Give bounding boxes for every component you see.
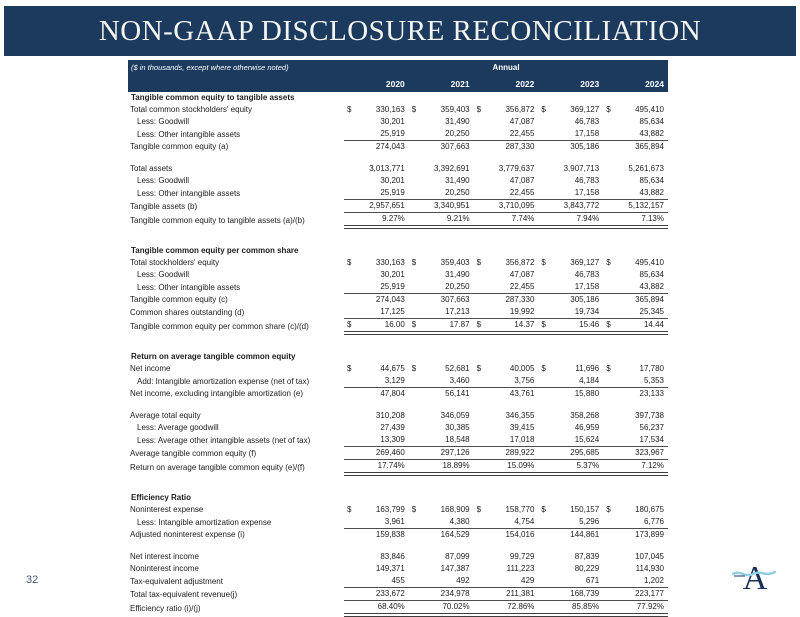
dollar-sign: $ — [411, 320, 417, 329]
section-header: Return on average tangible common equity — [131, 352, 296, 361]
cell-value: 3,129 — [344, 375, 409, 388]
spacer-row — [128, 541, 668, 551]
table-row — [128, 306, 668, 319]
year-column-header: 2022 — [474, 76, 539, 92]
cell-value: 25,345 — [603, 306, 668, 319]
cell-value: 43,882 — [603, 281, 668, 294]
cell-value: 5,261,673 — [628, 164, 664, 173]
cell-value: 6,776 — [603, 516, 668, 529]
cell-value: 56,141 — [445, 389, 470, 398]
cell-value: 39,415 — [509, 423, 535, 432]
cell-value: 87,099 — [445, 552, 470, 561]
cell-value: 7.13% — [603, 213, 668, 228]
cell-value: 43,882 — [603, 187, 668, 200]
cell-value: 17,534 — [603, 434, 668, 447]
row-label: Less: Goodwill — [137, 270, 190, 279]
row-label: Less: Average other intangible assets (net of tax) — [137, 435, 311, 445]
table-row — [128, 388, 668, 401]
row-label: Total stockholders' equity — [130, 258, 220, 267]
row-label: Tangible common equity (a) — [130, 142, 229, 151]
row-label: Adjusted noninterest expense (i) — [130, 530, 245, 539]
dollar-sign: $ — [476, 320, 482, 329]
table-row — [128, 601, 668, 616]
cell-value: 1,202 — [603, 575, 668, 588]
dollar-sign: $ — [347, 320, 352, 329]
cell-value: 47,087 — [509, 270, 535, 279]
cell-value: 455 — [344, 575, 409, 588]
cell-value: 47,087 — [509, 117, 535, 126]
spacer-row — [128, 474, 668, 492]
cell-value: 47,804 — [380, 389, 405, 398]
cell-value: $ 40,005 — [476, 364, 535, 373]
table-row — [128, 575, 668, 588]
table-row — [128, 257, 668, 269]
table-row — [128, 516, 668, 529]
cell-value: 70.02% — [409, 601, 474, 616]
cell-value: $ 14.44 — [603, 319, 668, 334]
cell-value: 7.94% — [538, 213, 603, 228]
row-label: Add: Intangible amortization expense (net of tax) — [137, 376, 310, 386]
cell-value: 671 — [538, 575, 603, 588]
cell-value: 99,729 — [509, 552, 535, 561]
table-row — [128, 175, 668, 187]
page-number: 32 — [26, 574, 39, 586]
section-header-row — [128, 245, 668, 257]
cell-value: 47,087 — [509, 176, 535, 185]
row-label: Less: Other intangible assets — [137, 188, 241, 198]
cell-value: 305,186 — [570, 295, 600, 304]
cell-value: 9.27% — [344, 213, 409, 228]
cell-value: 25,919 — [344, 281, 409, 294]
cell-value: $ 359,403 — [411, 105, 470, 114]
spacer-row — [128, 227, 668, 245]
cell-value: 43,882 — [603, 128, 668, 141]
table-row — [128, 563, 668, 575]
cell-value: $ 15.46 — [538, 319, 603, 334]
row-label: Tangible common equity to tangible assets (a)/(b) — [130, 216, 305, 225]
cell-value: 5,353 — [603, 375, 668, 388]
cell-value: 397,738 — [635, 411, 664, 420]
dollar-sign: $ — [347, 258, 352, 267]
cell-value: 7.12% — [603, 460, 668, 475]
cell-value: 15,880 — [574, 389, 600, 398]
logo-letter: A — [742, 560, 768, 595]
cell-value: 31,490 — [445, 176, 470, 185]
dollar-sign: $ — [347, 105, 352, 114]
table-row — [128, 213, 668, 228]
table-row — [128, 141, 668, 154]
cell-value: 56,237 — [639, 423, 664, 432]
cell-value: 31,490 — [445, 270, 470, 279]
cell-value: 164,529 — [440, 530, 470, 539]
cell-value: 20,250 — [409, 128, 474, 141]
cell-value: 305,186 — [570, 142, 600, 151]
table-row — [128, 294, 668, 307]
cell-value: $ 16.00 — [344, 319, 409, 334]
row-label: Net income, excluding intangible amortization (e) — [130, 389, 303, 398]
cell-value: 30,385 — [445, 423, 470, 432]
spacer — [128, 541, 668, 551]
dollar-sign: $ — [476, 364, 482, 373]
slide-title-banner — [4, 6, 796, 56]
cell-value: 20,250 — [409, 187, 474, 200]
cell-value: 25,919 — [344, 128, 409, 141]
cell-value: 287,330 — [505, 295, 535, 304]
cell-value: 346,355 — [505, 411, 535, 420]
cell-value: 17,158 — [538, 128, 603, 141]
dollar-sign: $ — [411, 258, 417, 267]
row-label: Less: Goodwill — [137, 176, 190, 185]
cell-value: 2,957,651 — [344, 200, 409, 213]
cell-value: 46,959 — [574, 423, 600, 432]
cell-value: 22,455 — [474, 187, 539, 200]
cell-value: $ 356,872 — [476, 105, 535, 114]
cell-value: 5.37% — [538, 460, 603, 475]
row-label: Less: Other intangible assets — [137, 282, 241, 292]
annual-period-label: Annual — [474, 60, 539, 76]
dollar-sign: $ — [606, 364, 611, 373]
table-row — [128, 163, 668, 175]
year-header-row — [128, 76, 668, 92]
cell-value: $ 14.37 — [474, 319, 539, 334]
row-label: Total assets — [130, 164, 173, 173]
cell-value: 307,663 — [440, 142, 470, 151]
dollar-sign: $ — [476, 505, 482, 514]
spacer-row — [128, 153, 668, 163]
cell-value: $ 163,799 — [347, 505, 405, 514]
cell-value: 46,783 — [574, 117, 600, 126]
cell-value: 5,132,157 — [603, 200, 668, 213]
cell-value: $ 150,157 — [541, 505, 600, 514]
table-row — [128, 588, 668, 601]
cell-value: 85.85% — [538, 601, 603, 616]
table-row — [128, 363, 668, 375]
row-label: Average total equity — [130, 411, 201, 420]
table-row — [128, 128, 668, 141]
cell-value: 173,899 — [635, 530, 664, 539]
cell-value: 3,779,637 — [498, 164, 535, 173]
cell-value: 77.92% — [603, 601, 668, 616]
cell-value: 3,710,095 — [474, 200, 539, 213]
table-note-row — [128, 60, 668, 76]
year-column-header: 2021 — [409, 76, 474, 92]
cell-value: $ 495,410 — [606, 258, 664, 267]
table-row — [128, 187, 668, 200]
dollar-sign: $ — [411, 364, 417, 373]
cell-value: 159,838 — [375, 530, 405, 539]
cell-value: 4,754 — [474, 516, 539, 529]
header-filler — [128, 76, 344, 92]
row-label: Less: Other intangible assets — [137, 129, 241, 139]
cell-value: 25,919 — [344, 187, 409, 200]
dollar-sign: $ — [606, 320, 611, 329]
table-row — [128, 104, 668, 116]
row-label: Common shares outstanding (d) — [130, 307, 245, 317]
cell-value: 17,125 — [344, 306, 409, 319]
cell-value: 223,177 — [603, 588, 668, 601]
cell-value: 323,967 — [603, 447, 668, 460]
cell-value: 83,846 — [380, 552, 405, 561]
cell-value: 274,043 — [375, 142, 405, 151]
cell-value: 211,381 — [474, 588, 539, 601]
row-label: Noninterest income — [130, 564, 199, 573]
row-label: Less: Intangible amortization expense — [137, 517, 272, 527]
cell-value: 7.74% — [474, 213, 539, 228]
cell-value: 13,309 — [344, 434, 409, 447]
row-label: Tax-equivalent adjustment — [130, 576, 223, 586]
table-header — [128, 60, 668, 92]
table-row — [128, 375, 668, 388]
cell-value: 46,783 — [574, 270, 600, 279]
dollar-sign: $ — [476, 105, 482, 114]
cell-value: 114,930 — [635, 564, 664, 573]
cell-value: $ 158,770 — [476, 505, 535, 514]
cell-value: 233,672 — [344, 588, 409, 601]
cell-value: 168,739 — [538, 588, 603, 601]
row-label: Efficiency ratio (i)/(j) — [130, 604, 201, 613]
cell-value: $ 359,403 — [411, 258, 470, 267]
cell-value: 3,013,771 — [369, 164, 405, 173]
section-header: Tangible common equity to tangible assets — [131, 93, 295, 102]
cell-value: 149,371 — [375, 564, 405, 573]
row-label: Tangible common equity (c) — [130, 295, 228, 304]
cell-value: $ 356,872 — [476, 258, 535, 267]
cell-value: 4,184 — [538, 375, 603, 388]
cell-value: 295,685 — [538, 447, 603, 460]
section-header-row — [128, 492, 668, 504]
cell-value: $ 330,163 — [347, 105, 405, 114]
cell-value: 30,201 — [380, 117, 405, 126]
cell-value: 46,783 — [574, 176, 600, 185]
cell-value: 27,439 — [380, 423, 405, 432]
cell-value: 31,490 — [445, 117, 470, 126]
cell-value: 85,634 — [639, 270, 664, 279]
cell-value: 4,380 — [409, 516, 474, 529]
cell-value: 43,761 — [509, 389, 535, 398]
cell-value: 85,634 — [639, 117, 664, 126]
cell-value: $ 180,675 — [606, 505, 664, 514]
table-row — [128, 410, 668, 422]
cell-value: 107,045 — [635, 552, 664, 561]
cell-value: 358,268 — [570, 411, 600, 420]
spacer — [128, 153, 668, 163]
cell-value: 80,229 — [574, 564, 600, 573]
cell-value: 20,250 — [409, 281, 474, 294]
dollar-sign: $ — [606, 258, 611, 267]
cell-value: 23,133 — [639, 389, 664, 398]
cell-value: $ 11,696 — [541, 364, 600, 373]
cell-value: 68.40% — [344, 601, 409, 616]
cell-value: 3,756 — [474, 375, 539, 388]
cell-value: 17,018 — [474, 434, 539, 447]
cell-value: 19,992 — [474, 306, 539, 319]
cell-value: 5,296 — [538, 516, 603, 529]
row-label: Total common stockholders' equity — [130, 105, 253, 114]
table-row — [128, 529, 668, 542]
table-row — [128, 281, 668, 294]
row-label: Net interest income — [130, 552, 199, 561]
cell-value: 147,387 — [440, 564, 470, 573]
dollar-sign: $ — [541, 258, 546, 267]
cell-value: 3,392,691 — [434, 164, 470, 173]
cell-value: 3,907,713 — [563, 164, 600, 173]
row-label: Net income — [130, 364, 171, 373]
table-row — [128, 116, 668, 128]
cell-value: 234,978 — [409, 588, 474, 601]
cell-value: 297,126 — [409, 447, 474, 460]
cell-value: 111,223 — [506, 564, 535, 573]
table-note: ($ in thousands, except where otherwise noted) — [128, 60, 474, 76]
row-label: Less: Average goodwill — [137, 423, 219, 432]
company-logo — [732, 557, 776, 595]
table-row — [128, 504, 668, 516]
dollar-sign: $ — [606, 505, 611, 514]
spacer — [128, 474, 668, 492]
table-row — [128, 434, 668, 447]
cell-value: 154,016 — [505, 530, 535, 539]
cell-value: 365,894 — [635, 295, 664, 304]
year-column-header: 2023 — [538, 76, 603, 92]
table-row — [128, 551, 668, 563]
table-row — [128, 422, 668, 434]
dollar-sign: $ — [606, 105, 611, 114]
cell-value: 9.21% — [409, 213, 474, 228]
section-header-row — [128, 351, 668, 363]
cell-value: $ 52,681 — [411, 364, 470, 373]
cell-value: 274,043 — [375, 295, 405, 304]
row-label: Tangible common equity per common share (c)/(d) — [130, 322, 309, 331]
table-row — [128, 447, 668, 460]
cell-value: 289,922 — [474, 447, 539, 460]
cell-value: $ 330,163 — [347, 258, 405, 267]
year-column-header: 2024 — [603, 76, 668, 92]
cell-value: 72.86% — [474, 601, 539, 616]
cell-value: 18.89% — [409, 460, 474, 475]
table-row — [128, 200, 668, 213]
cell-value: 3,340,951 — [409, 200, 474, 213]
cell-value: 17,158 — [538, 187, 603, 200]
cell-value: $ 17,780 — [606, 364, 664, 373]
cell-value: 3,961 — [344, 516, 409, 529]
cell-value: $ 17.87 — [409, 319, 474, 334]
cell-value: 310,208 — [375, 411, 405, 420]
cell-value: 15,624 — [538, 434, 603, 447]
cell-value: 87,839 — [574, 552, 600, 561]
section-header-row — [128, 92, 668, 104]
dollar-sign: $ — [347, 505, 352, 514]
cell-value: 17,213 — [409, 306, 474, 319]
cell-value: $ 369,127 — [541, 258, 600, 267]
row-label: Less: Goodwill — [137, 117, 190, 126]
cell-value: 365,894 — [635, 142, 664, 151]
table-row — [128, 460, 668, 475]
cell-value: $ 369,127 — [541, 105, 600, 114]
dollar-sign: $ — [541, 105, 546, 114]
cell-value: 22,455 — [474, 128, 539, 141]
spacer-row — [128, 400, 668, 410]
cell-value: 3,843,772 — [538, 200, 603, 213]
cell-value: 307,663 — [440, 295, 470, 304]
cell-value: 287,330 — [505, 142, 535, 151]
dollar-sign: $ — [347, 364, 352, 373]
spacer — [128, 333, 668, 351]
dollar-sign: $ — [411, 105, 417, 114]
dollar-sign: $ — [476, 258, 482, 267]
year-column-header: 2020 — [344, 76, 409, 92]
cell-value: 429 — [474, 575, 539, 588]
reconciliation-table-container — [128, 60, 668, 617]
dollar-sign: $ — [411, 505, 417, 514]
cell-value: 22,455 — [474, 281, 539, 294]
dollar-sign: $ — [541, 320, 546, 329]
cell-value: 17,158 — [538, 281, 603, 294]
cell-value: 30,201 — [380, 270, 405, 279]
header-filler — [538, 60, 668, 76]
cell-value: 3,460 — [409, 375, 474, 388]
section-header: Tangible common equity per common share — [131, 246, 299, 255]
dollar-sign: $ — [541, 505, 546, 514]
row-label: Tangible assets (b) — [130, 201, 198, 211]
cell-value: 346,059 — [440, 411, 470, 420]
cell-value: 492 — [409, 575, 474, 588]
reconciliation-table — [128, 60, 668, 617]
section-header: Efficiency Ratio — [131, 493, 192, 502]
cell-value: 18,548 — [409, 434, 474, 447]
slide-title: NON-GAAP DISCLOSURE RECONCILIATION — [98, 14, 702, 47]
reconciliation-table-body — [128, 92, 668, 615]
cell-value: $ 168,909 — [411, 505, 470, 514]
cell-value: 144,861 — [570, 530, 600, 539]
cell-value: 85,634 — [639, 176, 664, 185]
row-label: Total tax-equivalent revenue(j) — [130, 589, 238, 599]
spacer — [128, 400, 668, 410]
cell-value: $ 495,410 — [606, 105, 664, 114]
spacer-row — [128, 333, 668, 351]
row-label: Noninterest expense — [130, 505, 204, 514]
cell-value: 17.74% — [344, 460, 409, 475]
cell-value: $ 44,675 — [347, 364, 405, 373]
table-row — [128, 319, 668, 334]
dollar-sign: $ — [541, 364, 546, 373]
cell-value: 269,460 — [344, 447, 409, 460]
cell-value: 30,201 — [380, 176, 405, 185]
row-label: Average tangible common equity (f) — [130, 448, 257, 458]
row-label: Return on average tangible common equity (e)/(f) — [130, 463, 305, 472]
cell-value: 15.09% — [474, 460, 539, 475]
table-row — [128, 269, 668, 281]
cell-value: 19,734 — [538, 306, 603, 319]
spacer — [128, 227, 668, 245]
logo-wave — [733, 572, 775, 575]
